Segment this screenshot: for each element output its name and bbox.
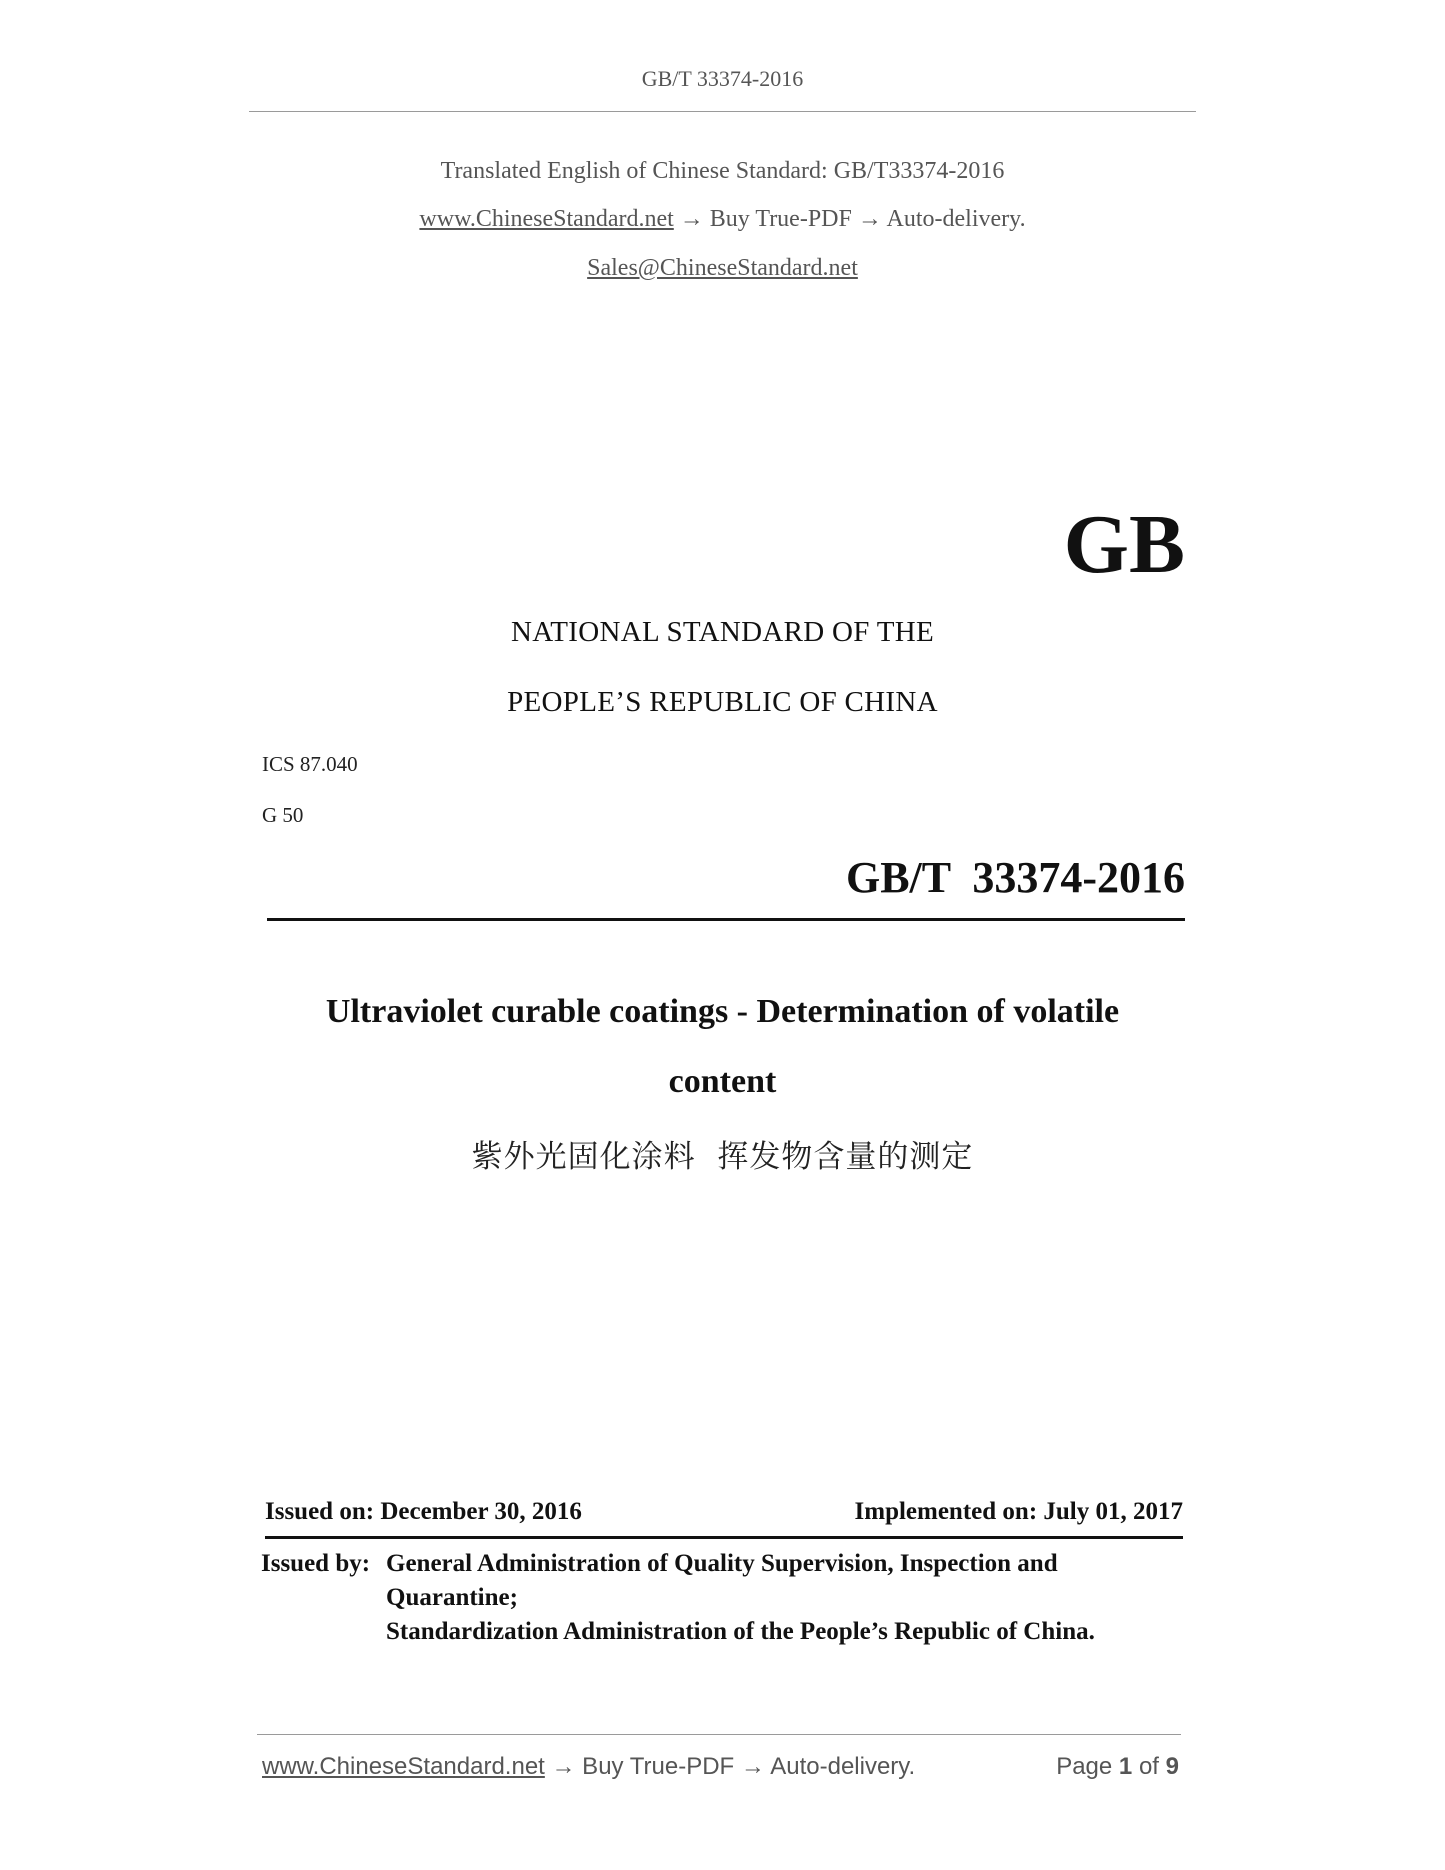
title-line1: Ultraviolet curable coatings - Determination of volatile: [325, 993, 1120, 1030]
page-of: of: [1138, 1753, 1159, 1780]
buy-line: [0, 206, 1445, 233]
footer-website-link[interactable]: www.ChineseStandard.net: [262, 1753, 545, 1780]
title-line2: content: [668, 1063, 777, 1100]
issuer-line3: Standardization Administration of the People’s Republic of China.: [386, 1618, 1095, 1645]
standard-number: GB/T 33374-2016: [845, 853, 1185, 902]
national-standard-line1: NATIONAL STANDARD OF THE: [511, 616, 934, 648]
page-label: Page: [1056, 1753, 1113, 1780]
dates-divider: [265, 1536, 1183, 1539]
issued-on-date: Issued on: December 30, 2016: [265, 1498, 582, 1525]
title-divider: [267, 918, 1185, 921]
translation-notice: Translated English of Chinese Standard: GB/T33374-2016: [440, 158, 1005, 184]
issuer-line1: General Administration of Quality Supervision, Inspection and: [386, 1550, 1058, 1577]
running-head: GB/T 33374-2016: [641, 66, 804, 91]
page-current: 1: [1118, 1753, 1133, 1780]
issued-by-block: [261, 1550, 1095, 1645]
buy-suffix: → Buy True-PDF → Auto-delivery.: [673, 206, 1026, 232]
page-total: 9: [1165, 1753, 1179, 1780]
footer-buy-suffix: → Buy True-PDF → Auto-delivery.: [544, 1753, 916, 1780]
page-number: [1056, 1753, 1179, 1781]
title-chinese: 紫外光固化涂料 挥发物含量的测定: [471, 1139, 974, 1175]
footer-divider: [257, 1734, 1181, 1735]
gb-mark: GB: [1063, 498, 1185, 591]
header-divider: [249, 111, 1196, 112]
footer-buy-line: [262, 1753, 915, 1781]
implemented-on-date: Implemented on: July 01, 2017: [854, 1498, 1183, 1525]
issuer-line2: Quarantine;: [386, 1584, 518, 1611]
ics-code: ICS 87.040: [262, 752, 358, 776]
email-link[interactable]: Sales@ChineseStandard.net: [587, 255, 858, 281]
issued-by-label: Issued by:: [261, 1550, 371, 1577]
ccs-code: G 50: [262, 803, 304, 827]
website-link[interactable]: www.ChineseStandard.net: [419, 206, 674, 232]
national-standard-line2: PEOPLE’S REPUBLIC OF CHINA: [507, 686, 938, 718]
